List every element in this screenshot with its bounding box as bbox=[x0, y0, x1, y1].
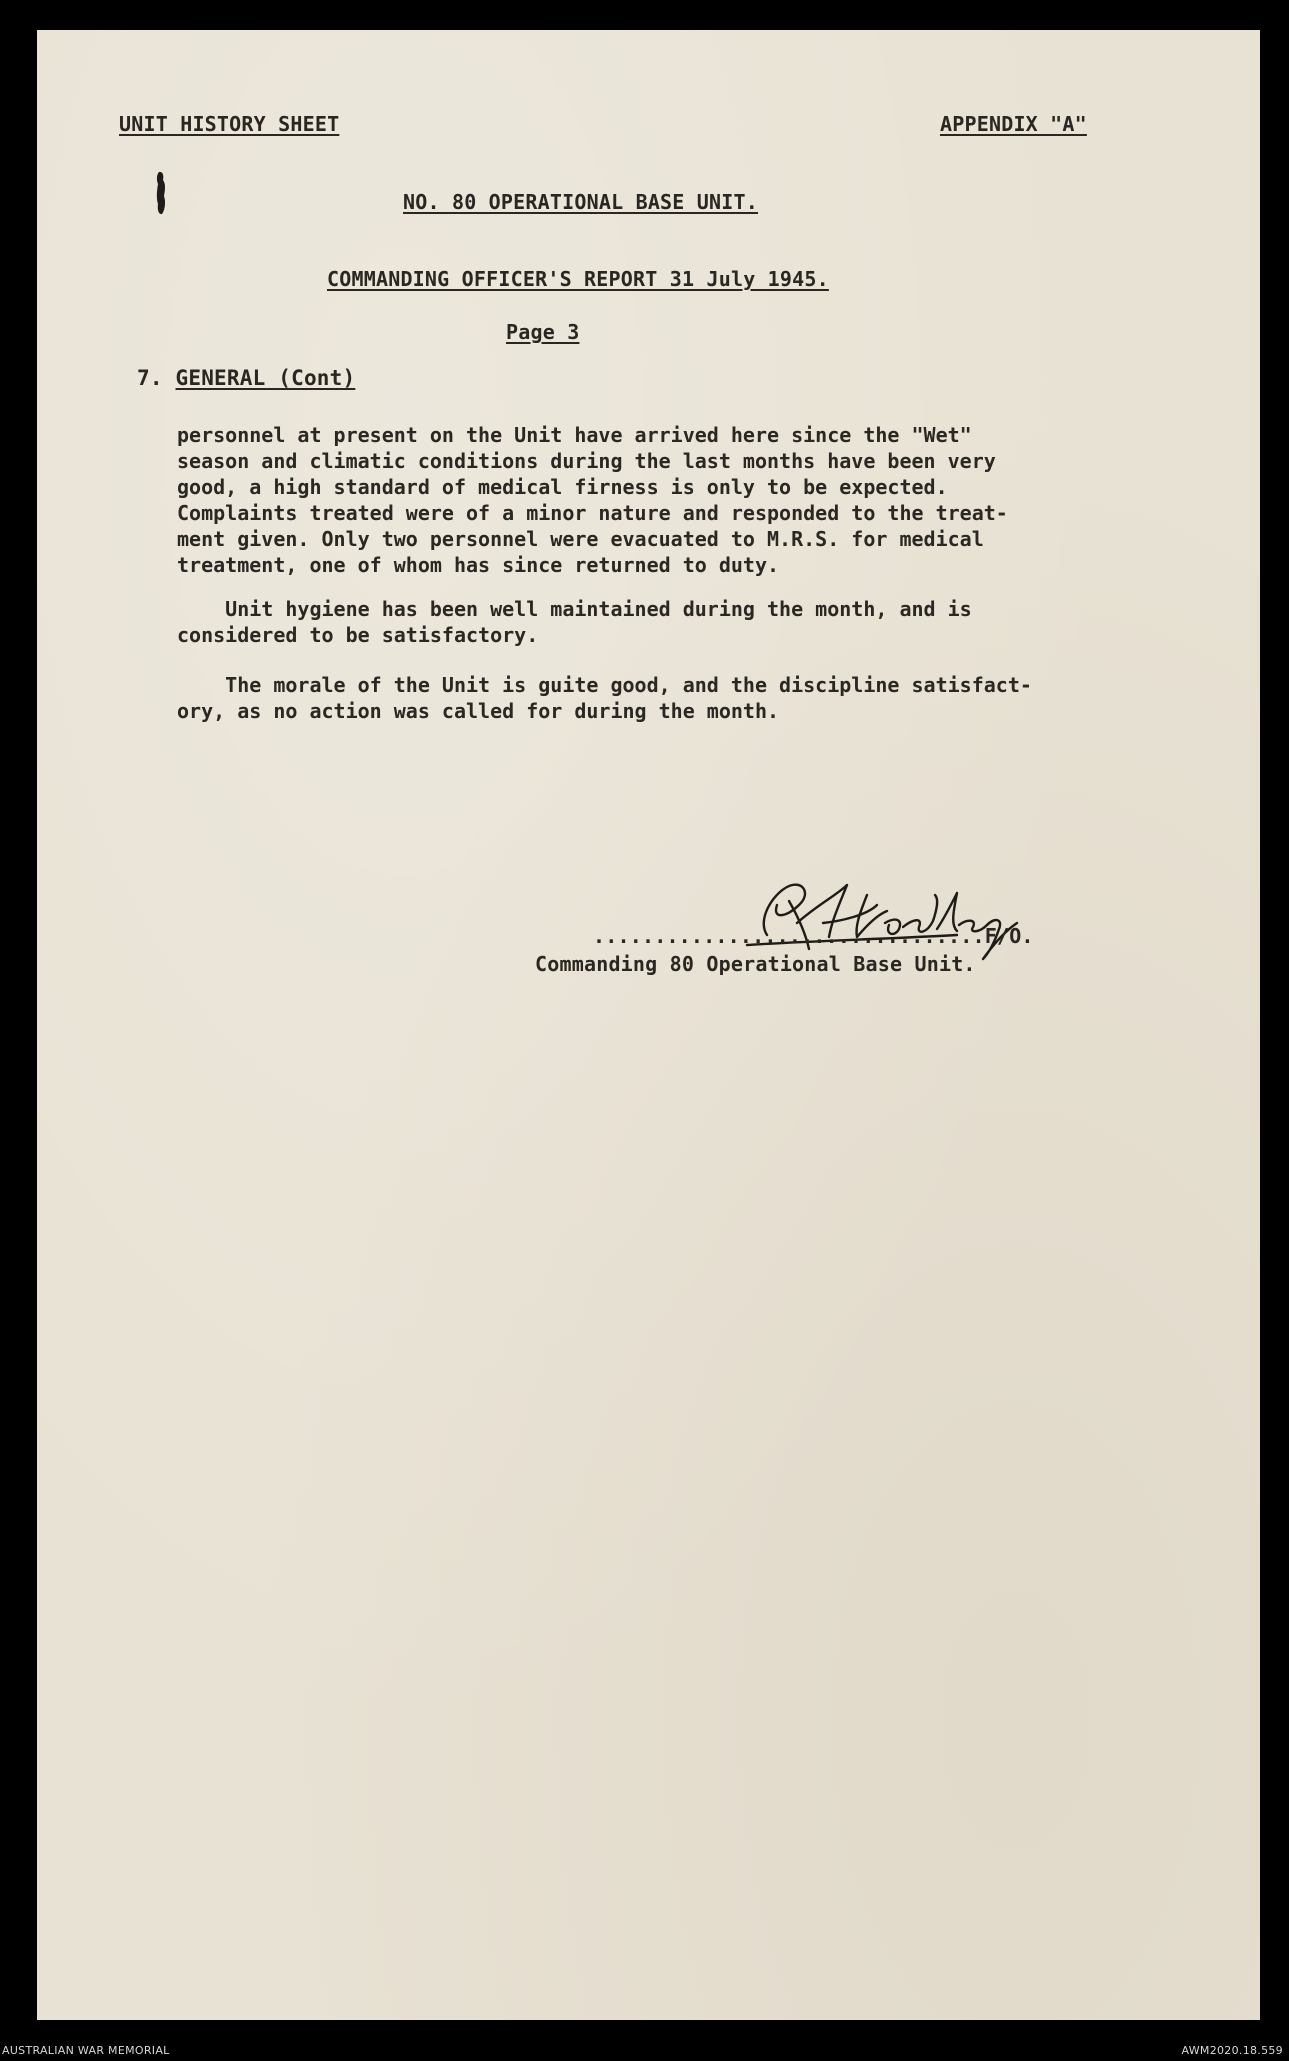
paragraph-medical bbox=[177, 422, 1257, 578]
handwritten-signature bbox=[727, 865, 1047, 965]
paragraph-line: The morale of the Unit is guite good, and the discipline satisfact- bbox=[177, 673, 1032, 697]
paragraph-line: Unit hygiene has been well maintained during the month, and is bbox=[177, 597, 972, 621]
appendix-label: APPENDIX "A" bbox=[940, 112, 1087, 136]
paragraph-line: treatment, one of whom has since returned to duty. bbox=[177, 553, 780, 577]
document-page bbox=[37, 30, 1260, 2020]
archive-reference: AWM2020.18.559 bbox=[1181, 2044, 1283, 2057]
unit-title: NO. 80 OPERATIONAL BASE UNIT. bbox=[403, 190, 758, 214]
report-title: COMMANDING OFFICER'S REPORT 31 July 1945. bbox=[327, 267, 829, 291]
paragraph-line: Complaints treated were of a minor nature and responded to the treat- bbox=[177, 501, 1008, 525]
signature-line: ................................F/O. bbox=[593, 924, 1034, 948]
paragraph-morale bbox=[177, 672, 1257, 724]
paragraph-line: ory, as no action was called for during the month. bbox=[177, 699, 780, 723]
page-number: Page 3 bbox=[506, 320, 580, 344]
paragraph-hygiene bbox=[177, 596, 1257, 648]
unit-history-sheet-label: UNIT HISTORY SHEET bbox=[119, 112, 340, 136]
paragraph-line: season and climatic conditions during the last months have been very bbox=[177, 449, 996, 473]
archive-credit: AUSTRALIAN WAR MEMORIAL bbox=[2, 2044, 170, 2057]
section-title: GENERAL (Cont) bbox=[175, 366, 356, 390]
paragraph-line: good, a high standard of medical firness is only to be expected. bbox=[177, 475, 948, 499]
section-number: 7. bbox=[137, 366, 163, 390]
signatory-title: Commanding 80 Operational Base Unit. bbox=[535, 952, 976, 976]
signature-name: Hadley bbox=[727, 865, 731, 866]
paragraph-line: ment given. Only two personnel were evacuated to M.R.S. for medical bbox=[177, 527, 984, 551]
paragraph-line: personnel at present on the Unit have arrived here since the "Wet" bbox=[177, 423, 972, 447]
paragraph-line: considered to be satisfactory. bbox=[177, 623, 539, 647]
section-heading bbox=[137, 366, 355, 390]
ink-blot-mark bbox=[154, 170, 168, 216]
